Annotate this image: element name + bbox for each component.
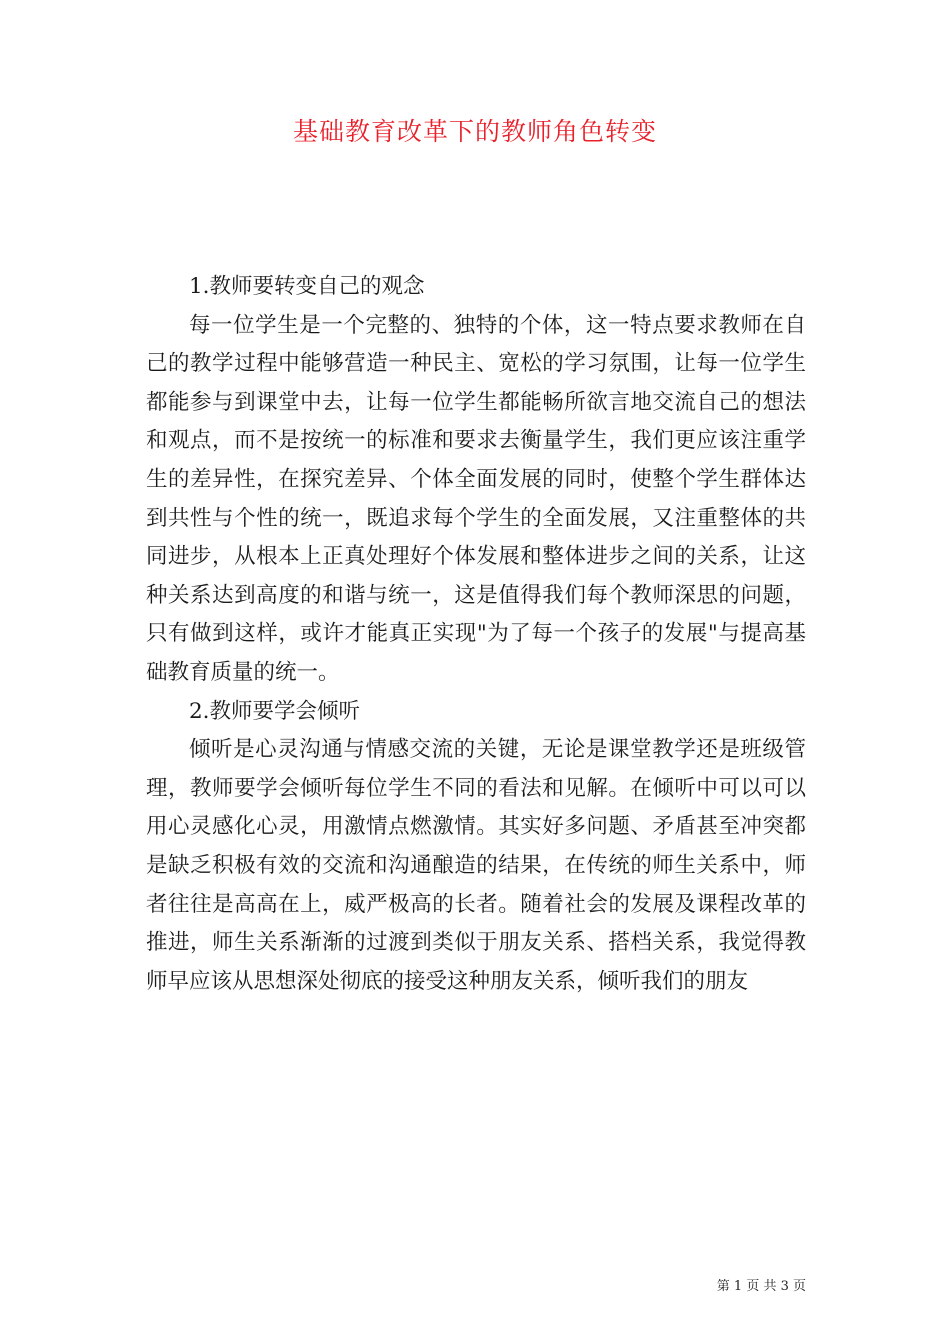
section-2-paragraph: 倾听是心灵沟通与情感交流的关键，无论是课堂教学还是班级管理，教师要学会倾听每位学生不同的看法和见解。在倾听中可以可以用心灵感化心灵，用激情点燃激情。其实好多问题、矛盾甚至冲突都是缺乏积极有效的交流和沟通酿造的结果，在传统的师生关系中，师者往往是高高在上，威严极高的长者。随着社会的发展及课程改革的推进，师生关系渐渐的过渡到类似于朋友关系、搭档关系，我觉得教师早应该从思想深处彻底的接受这种朋友关系，倾听我们的朋友 bbox=[146, 737, 806, 994]
document-body bbox=[146, 268, 806, 1001]
section-1-paragraph: 每一位学生是一个完整的、独特的个体，这一特点要求教师在自己的教学过程中能够营造一种民主、宽松的学习氛围，让每一位学生都能参与到课堂中去，让每一位学生都能畅所欲言地交流自己的想法和观点，而不是按统一的标准和要求去衡量学生，我们更应该注重学生的差异性，在探究差异、个体全面发展的同时，使整个学生群体达到共性与个性的统一，既追求每个学生的全面发展，又注重整体的共同进步，从根本上正真处理好个体发展和整体进步之间的关系，让这种关系达到高度的和谐与统一，这是值得我们每个教师深思的问题，只有做到这样，或许才能真正实现"为了每一个孩子的发展"与提高基础教育质量的统一。 bbox=[146, 312, 806, 685]
section-1-heading: 1.教师要转变自己的观念 bbox=[189, 274, 425, 299]
section-2-heading: 2.教师要学会倾听 bbox=[189, 698, 361, 724]
page-number-footer: 第 1 页 共 3 页 bbox=[716, 1279, 806, 1294]
document-title: 基础教育改革下的教师角色转变 bbox=[292, 117, 657, 146]
